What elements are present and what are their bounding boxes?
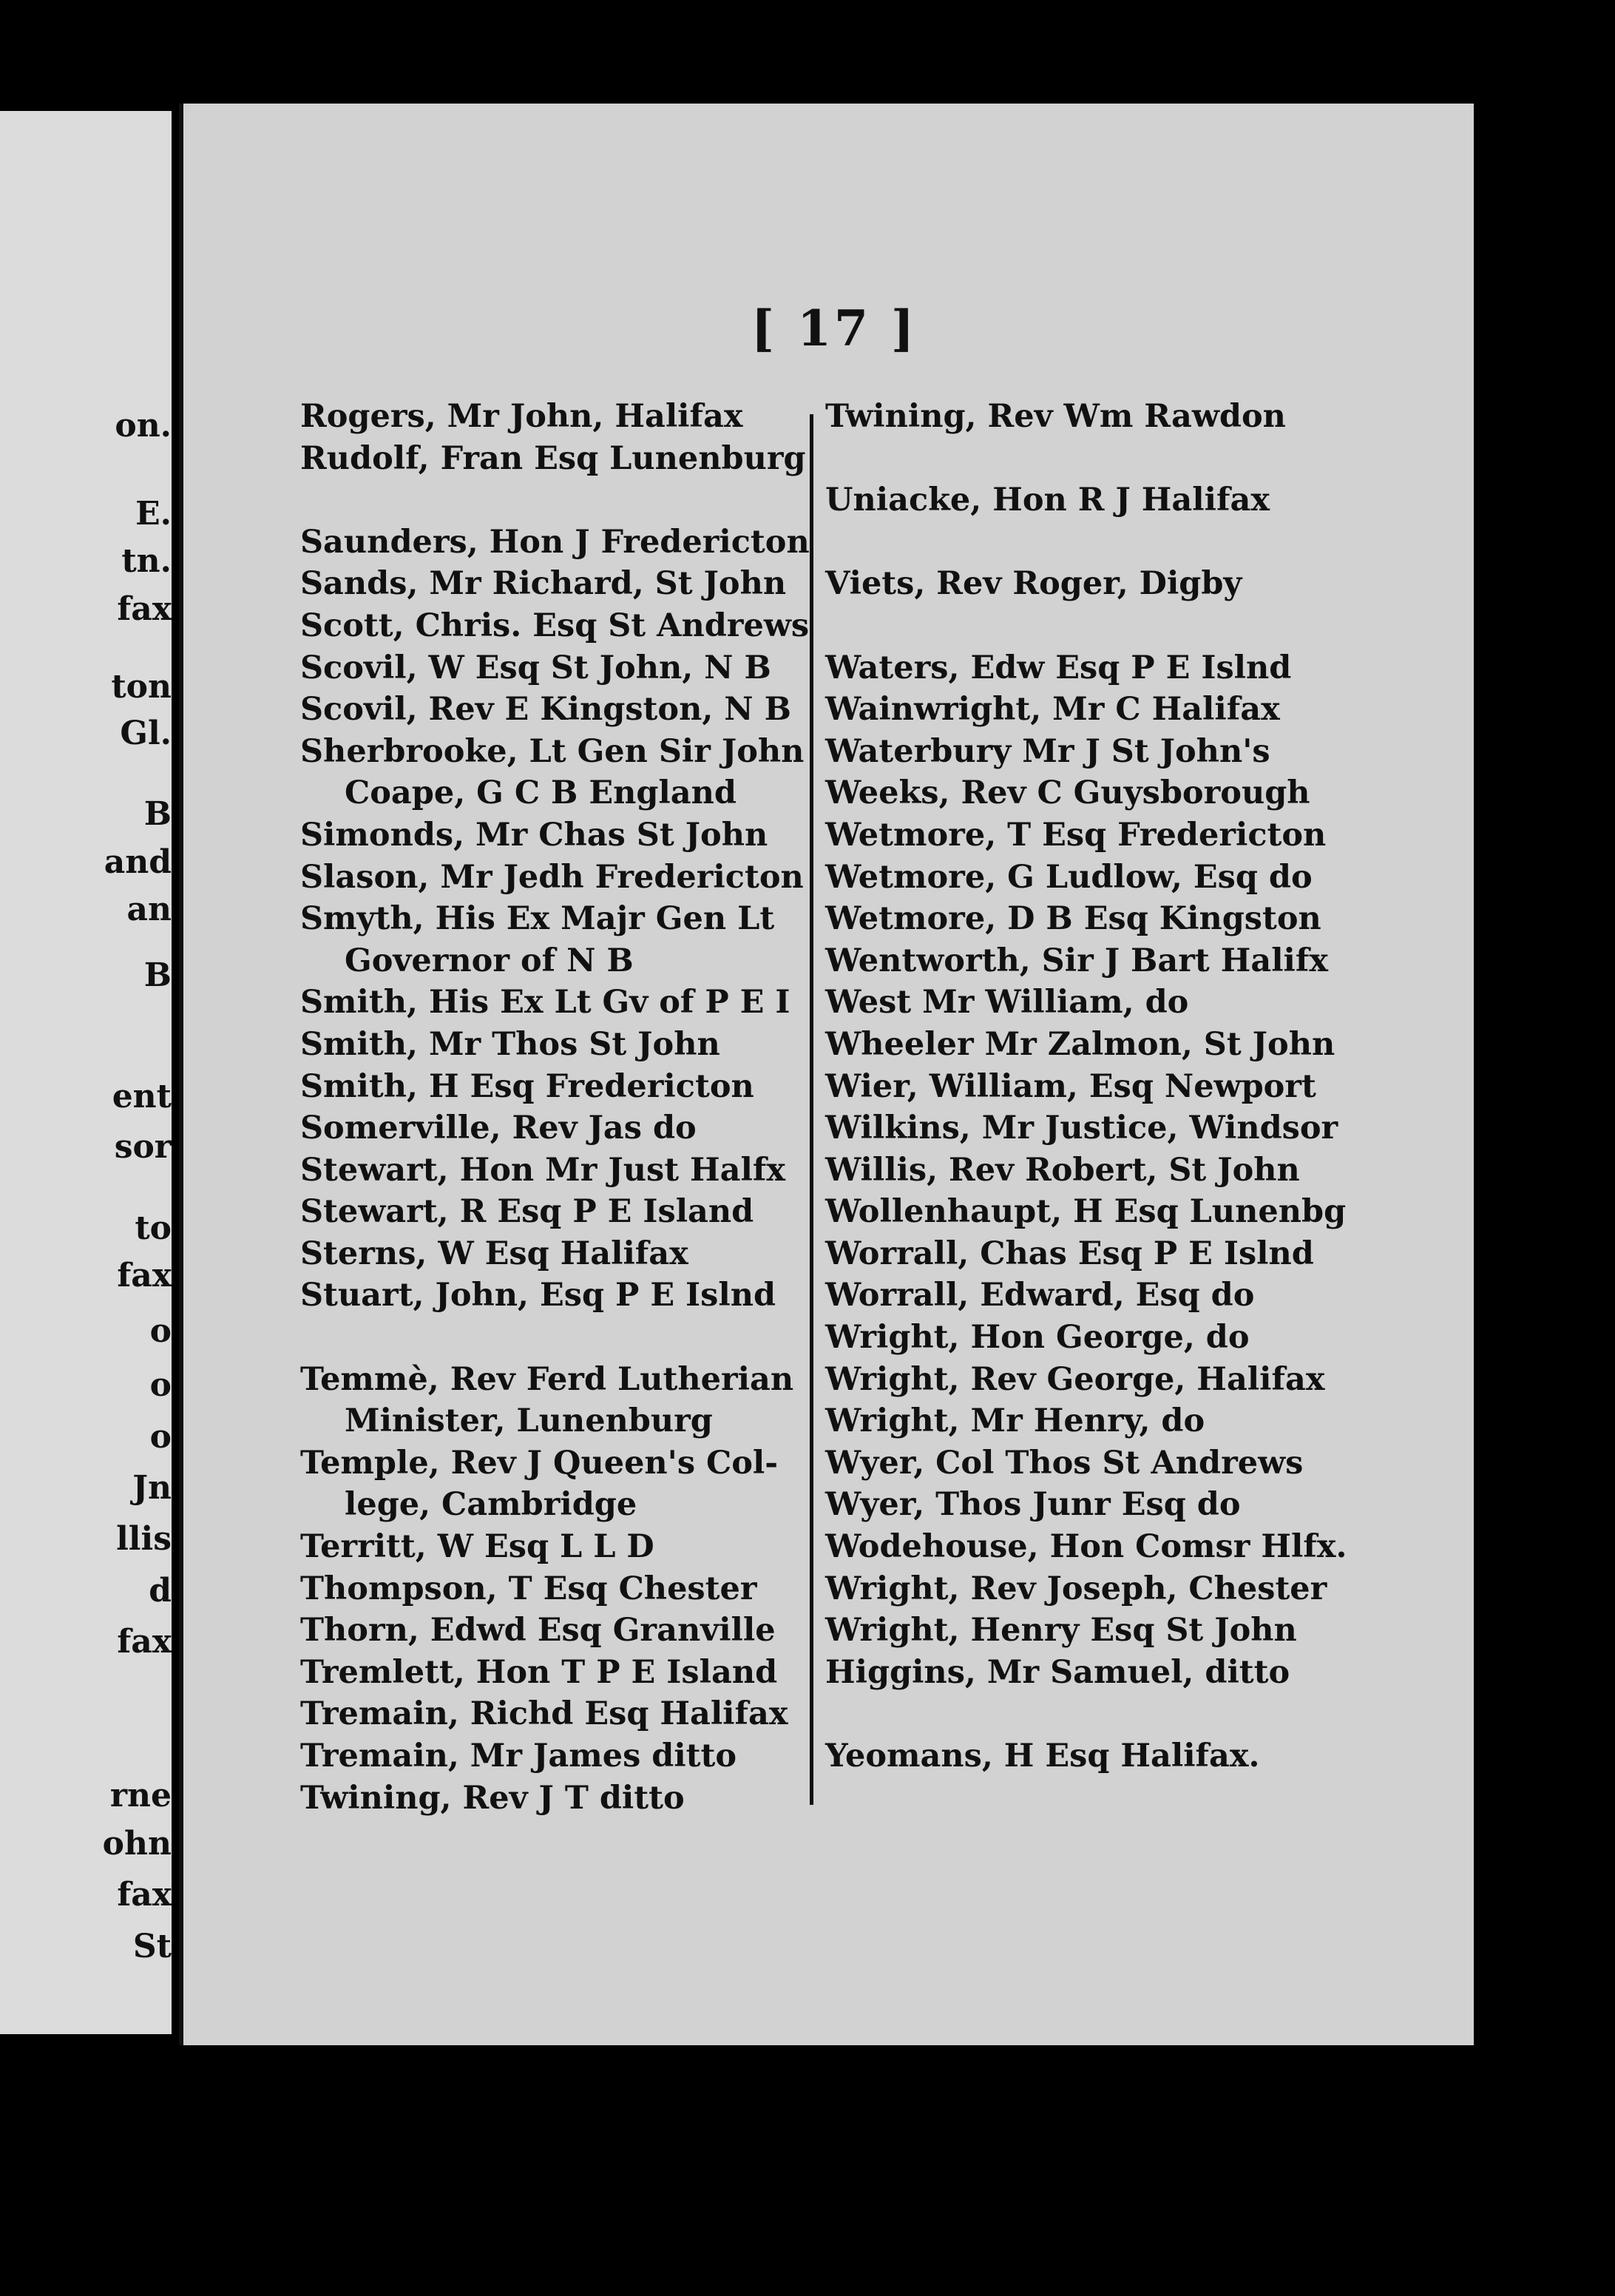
directory-entry: Waters, Edw Esq P E Islnd [825,649,1292,686]
left-page-text: fax [117,1256,172,1294]
left-page-text: fax [117,590,172,628]
directory-entry: Scovil, Rev E Kingston, N B [300,691,791,729]
page-number: [ 17 ] [751,300,918,357]
directory-entry: Wright, Mr Henry, do [825,1402,1205,1440]
left-page-text: fax [117,1876,172,1914]
directory-entry: Rogers, Mr John, Halifax [300,398,743,435]
directory-entry: Wetmore, G Ludlow, Esq do [825,858,1313,896]
directory-entry: Wodehouse, Hon Comsr Hlfx. [825,1528,1347,1566]
page [179,104,1474,2045]
directory-entry: Wier, William, Esq Newport [825,1067,1316,1105]
left-page-text: o [149,1417,172,1456]
right-column [825,396,1491,1777]
left-page-text: and [104,843,172,882]
left-page-text: o [149,1312,172,1351]
directory-entry [825,1693,1491,1735]
left-page-fragment [0,111,172,2034]
directory-entry: Yeomans, H Esq Halifax. [825,1738,1260,1775]
directory-entry: Somerville, Rev Jas do [300,1110,697,1147]
directory-entry: Scott, Chris. Esq St Andrews [300,607,810,644]
directory-entry: Sands, Mr Richard, St John [300,565,787,603]
directory-entry: Uniacke, Hon R J Halifax [825,482,1270,519]
directory-entry: Scovil, W Esq St John, N B [300,649,771,686]
directory-entry: Sterns, W Esq Halifax [300,1235,688,1272]
directory-entry: Tremain, Richd Esq Halifax [300,1695,788,1733]
left-page-text: E. [135,495,172,533]
directory-entry: lege, Cambridge [345,1486,637,1524]
directory-entry: Wainwright, Mr C Halifax [825,691,1280,729]
left-page-text: Gl. [120,715,172,753]
directory-entry: Tremain, Mr James ditto [300,1738,737,1775]
left-page-text: o [149,1366,172,1405]
left-page-text: B [143,956,172,994]
directory-entry: Rudolf, Fran Esq Lunenburg [300,439,806,477]
directory-entry: Higgins, Mr Samuel, ditto [825,1653,1290,1691]
directory-entry: Simonds, Mr Chas St John [300,816,768,854]
directory-entry: Twining, Rev Wm Rawdon [825,398,1286,435]
left-page-text: Jn [132,1468,172,1507]
left-page-text: an [126,890,172,928]
directory-entry: Wright, Rev George, Halifax [825,1360,1325,1398]
column-divider [810,414,813,1805]
directory-entry: Wilkins, Mr Justice, Windsor [825,1110,1338,1147]
directory-entry: Minister, Lunenburg [345,1402,713,1440]
directory-entry: Stuart, John, Esq P E Islnd [300,1277,776,1314]
directory-entry: Willis, Rev Robert, St John [825,1151,1300,1189]
directory-entry: Temple, Rev J Queen's Col- [300,1444,779,1482]
directory-entry: Wright, Hon George, do [825,1319,1250,1357]
directory-entry: Wheeler Mr Zalmon, St John [825,1025,1335,1063]
left-page-text: ohn [102,1825,172,1863]
directory-entry: Weeks, Rev C Guysborough [825,774,1310,812]
directory-entry: Temmè, Rev Ferd Lutherian [300,1360,794,1398]
directory-entry: West Mr William, do [825,984,1189,1022]
left-page-text: llis [116,1520,172,1559]
directory-entry: Saunders, Hon J Fredericton [300,523,810,561]
directory-entry: Viets, Rev Roger, Digby [825,565,1242,603]
left-page-text: B [143,795,172,834]
directory-entry: Wetmore, T Esq Fredericton [825,816,1327,854]
directory-entry: Stewart, R Esq P E Island [300,1193,754,1231]
directory-entry: Coape, G C B England [345,774,737,812]
directory-entry: Wright, Rev Joseph, Chester [825,1570,1327,1607]
left-page-text: fax [117,1622,172,1661]
directory-entry: Wentworth, Sir J Bart Halifx [825,942,1329,979]
directory-entry: Thompson, T Esq Chester [300,1570,757,1607]
directory-entry: Worrall, Chas Esq P E Islnd [825,1235,1314,1272]
directory-entry: Thorn, Edwd Esq Granville [300,1612,776,1650]
left-page-text: rne [109,1776,172,1814]
directory-entry [825,605,1491,647]
directory-entry: Smith, H Esq Fredericton [300,1067,754,1105]
left-page-text: ton [111,667,172,706]
directory-entry: Tremlett, Hon T P E Island [300,1653,778,1691]
directory-entry: Smyth, His Ex Majr Gen Lt [300,900,775,938]
left-page-text: sor [114,1127,172,1166]
directory-entry: Stewart, Hon Mr Just Halfx [300,1151,785,1189]
directory-entry: Waterbury Mr J St John's [825,732,1270,770]
directory-entry [825,521,1491,564]
left-page-text: ent [112,1078,172,1116]
directory-entry: Territt, W Esq L L D [300,1528,654,1566]
directory-entry: Slason, Mr Jedh Fredericton [300,858,804,896]
directory-entry: Worrall, Edward, Esq do [825,1277,1255,1314]
directory-entry: Smith, His Ex Lt Gv of P E I [300,984,790,1022]
left-page-text: to [135,1209,172,1248]
directory-entry: Governor of N B [345,942,634,979]
directory-entry: Wollenhaupt, H Esq Lunenbg [825,1193,1347,1231]
directory-entry: Wyer, Col Thos St Andrews [825,1444,1304,1482]
left-page-text: d [149,1571,172,1610]
directory-entry: Wright, Henry Esq St John [825,1612,1297,1650]
directory-entry: Smith, Mr Thos St John [300,1025,720,1063]
directory-entry: Twining, Rev J T ditto [300,1779,685,1817]
directory-entry: Sherbrooke, Lt Gen Sir John [300,732,805,770]
directory-entry: Wyer, Thos Junr Esq do [825,1486,1241,1524]
left-page-text: St [132,1927,172,1965]
left-page-text: tn. [121,541,172,580]
directory-entry: Wetmore, D B Esq Kingston [825,900,1321,938]
directory-entry [825,438,1491,480]
left-page-text: on. [115,407,172,445]
